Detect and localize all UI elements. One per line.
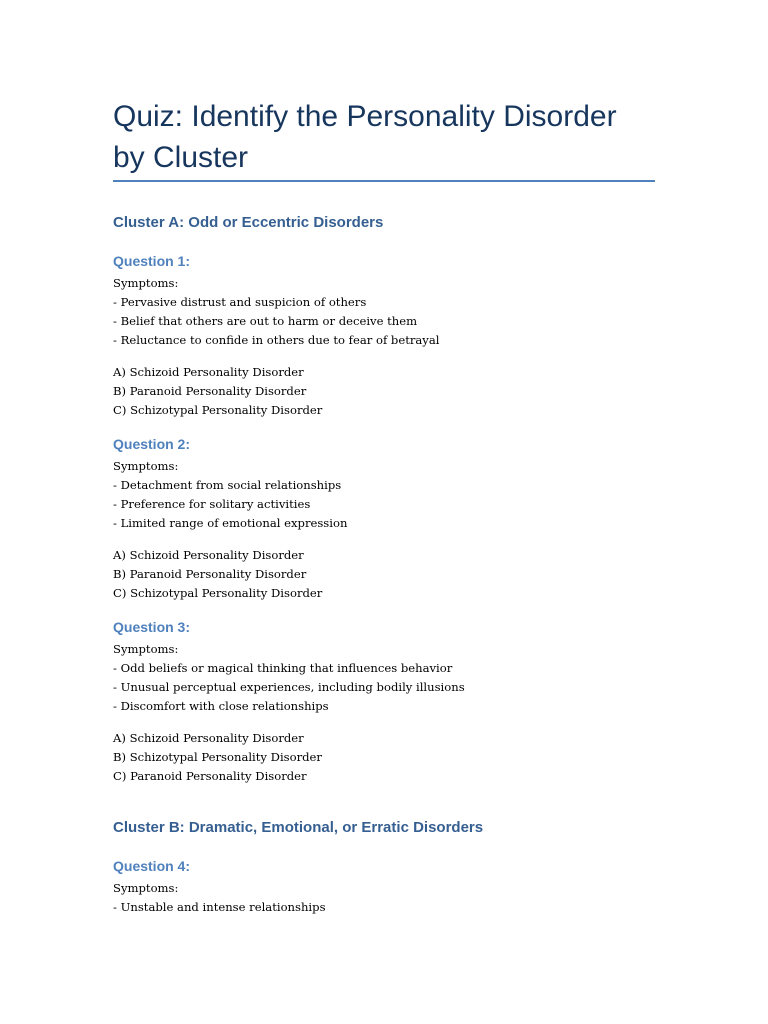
answer-option: C) Paranoid Personality Disorder <box>113 768 307 783</box>
page-title: Quiz: Identify the Personality Disorder by Cluster <box>113 100 617 174</box>
title-rule <box>113 180 655 182</box>
symptom-item: - Odd beliefs or magical thinking that influences behavior <box>113 660 453 675</box>
question-label: Question 3: <box>113 619 191 635</box>
symptom-item: - Unusual perceptual experiences, including bodily illusions <box>113 679 465 694</box>
options-block <box>113 363 768 420</box>
answer-option: B) Paranoid Personality Disorder <box>113 566 307 581</box>
symptoms-block <box>113 457 768 533</box>
symptom-item: - Pervasive distrust and suspicion of others <box>113 294 367 309</box>
symptom-item: - Detachment from social relationships <box>113 477 342 492</box>
answer-option: A) Schizoid Personality Disorder <box>113 547 304 562</box>
options-block <box>113 546 768 603</box>
symptoms-label: Symptoms: <box>113 275 179 290</box>
answer-option: C) Schizotypal Personality Disorder <box>113 585 323 600</box>
answer-option: A) Schizoid Personality Disorder <box>113 364 304 379</box>
answer-option: B) Paranoid Personality Disorder <box>113 383 307 398</box>
symptom-item: - Discomfort with close relationships <box>113 698 329 713</box>
symptoms-block <box>113 274 768 350</box>
symptom-item: - Belief that others are out to harm or deceive them <box>113 313 418 328</box>
question-label: Question 1: <box>113 253 191 269</box>
symptom-item: - Limited range of emotional expression <box>113 515 348 530</box>
question-label: Question 2: <box>113 436 191 452</box>
answer-option: C) Schizotypal Personality Disorder <box>113 402 323 417</box>
symptom-item: - Preference for solitary activities <box>113 496 311 511</box>
symptoms-block <box>113 879 768 917</box>
cluster-heading: Cluster A: Odd or Eccentric Disorders <box>113 214 384 231</box>
symptom-item: - Unstable and intense relationships <box>113 899 326 914</box>
symptoms-block <box>113 640 768 716</box>
answer-option: A) Schizoid Personality Disorder <box>113 730 304 745</box>
answer-option: B) Schizotypal Personality Disorder <box>113 749 322 764</box>
symptoms-label: Symptoms: <box>113 641 179 656</box>
cluster-heading: Cluster B: Dramatic, Emotional, or Erratic Disorders <box>113 819 484 836</box>
symptoms-label: Symptoms: <box>113 458 179 473</box>
symptoms-label: Symptoms: <box>113 880 179 895</box>
question-label: Question 4: <box>113 858 191 874</box>
symptom-item: - Reluctance to confide in others due to fear of betrayal <box>113 332 440 347</box>
options-block <box>113 729 768 786</box>
